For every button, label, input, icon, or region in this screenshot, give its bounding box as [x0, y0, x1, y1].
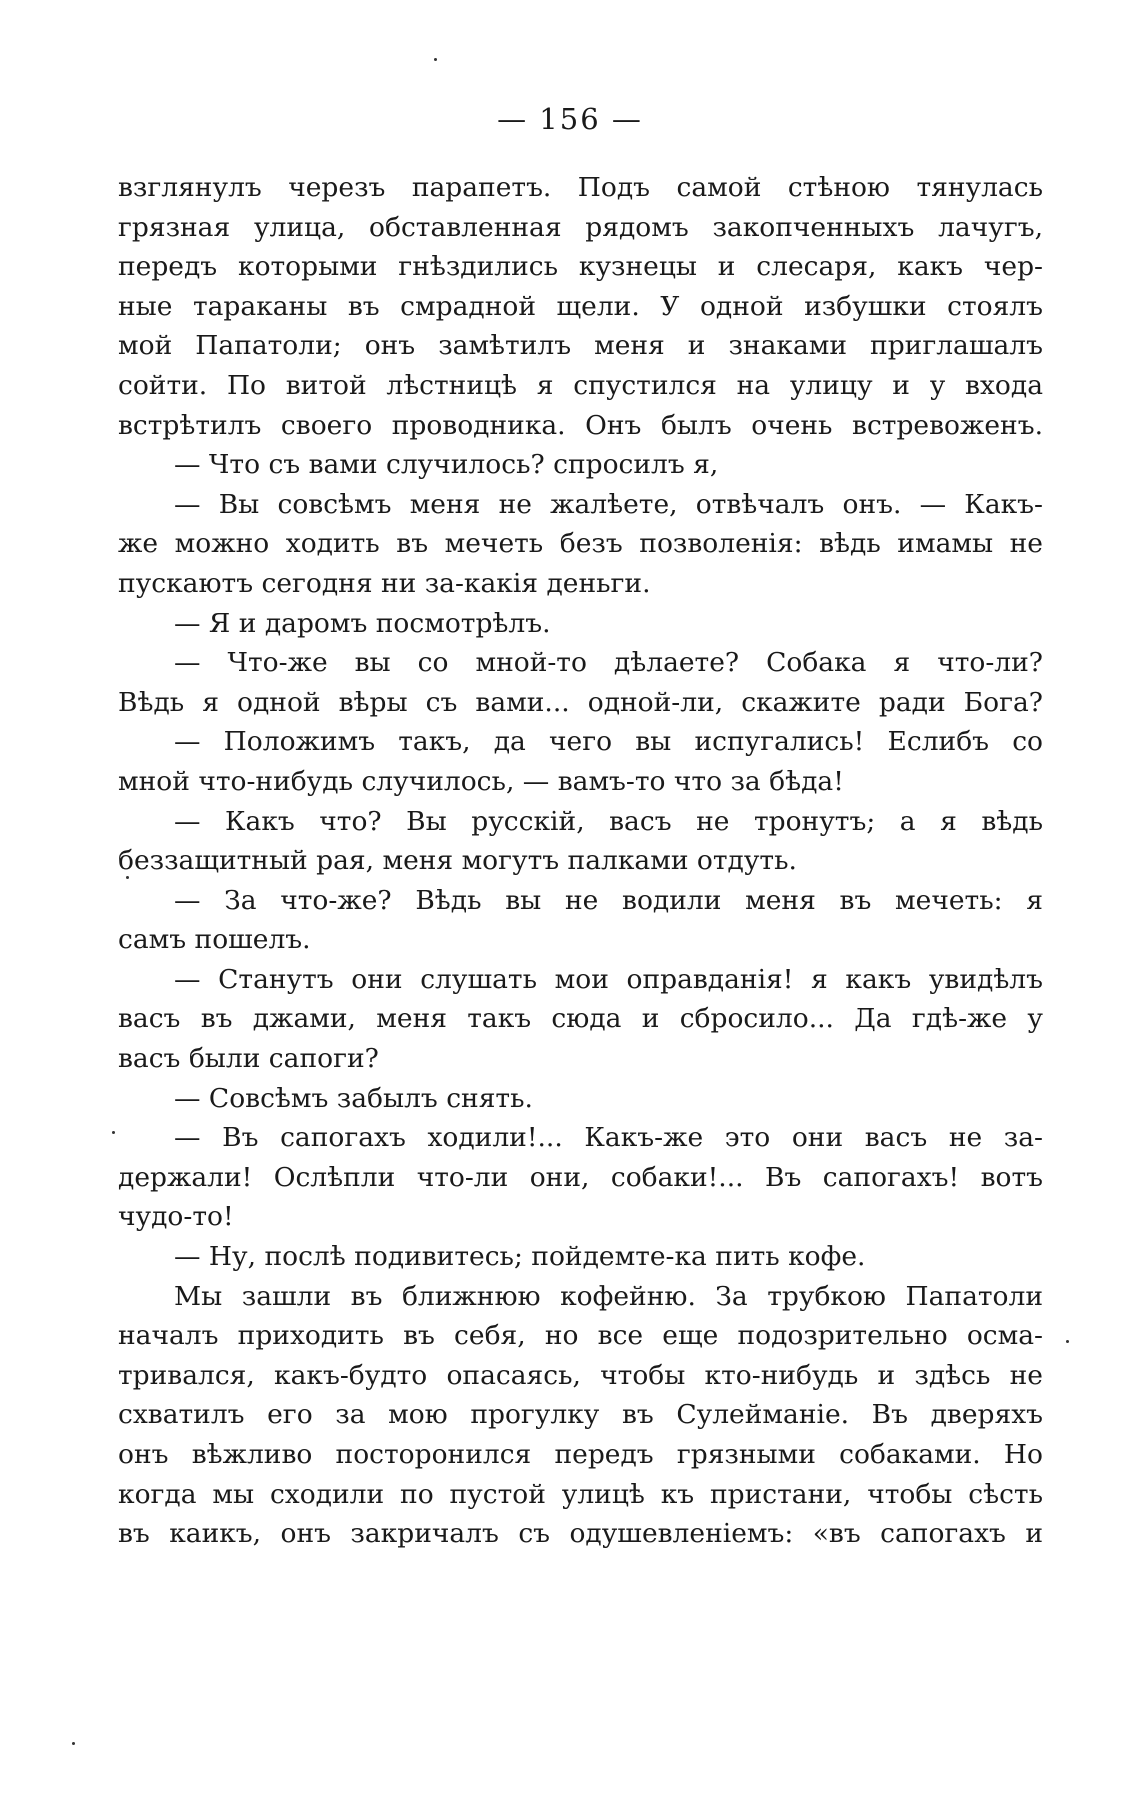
text-line: онъ вѣжливо посторонился передъ грязными собаками. Но [118, 1439, 1043, 1470]
text-line: — Ну, послѣ подивитесь; пойдемте-ка пить кофе. [174, 1241, 866, 1273]
text-line: пускаютъ сегодня ни за-какія деньги. [118, 567, 651, 599]
text-line: Вѣдь я одной вѣры съ вами... одной-ли, скажите ради Бога? [118, 686, 1043, 718]
text-line: въ каикъ, онъ закричалъ съ одушевленіемъ: «въ сапогахъ и [118, 1518, 1043, 1550]
text-line: — Вы совсѣмъ меня не жалѣете, отвѣчалъ онъ. — Какъ- [174, 488, 1043, 520]
text-line: — Я и даромъ посмотрѣлъ. [174, 607, 551, 639]
text-line: Мы зашли въ ближнюю кофейню. За трубкою Папатоли [174, 1280, 1043, 1312]
page-number: — 156 — [497, 102, 643, 136]
text-line: когда мы сходили по пустой улицѣ къ пристани, чтобы сѣсть [118, 1478, 1043, 1510]
text-line: грязная улица, обставленная рядомъ закопченныхъ лачугъ, [118, 211, 1043, 243]
text-line: сойти. По витой лѣстницѣ я спустился на улицу и у входа [118, 369, 1043, 401]
text-line: держали! Ослѣпли что-ли они, собаки!... Въ сапогахъ! вотъ [118, 1161, 1043, 1193]
text-line: — Какъ что? Вы русскій, васъ не тронутъ; а я вѣдь [174, 805, 1043, 837]
text-line: — Положимъ такъ, да чего вы испугались! Еслибъ со [174, 726, 1043, 758]
text-line: — Совсѣмъ забылъ снять. [174, 1082, 533, 1114]
text-line: схватилъ его за мою прогулку въ Сулейманіе. Въ дверяхъ [118, 1399, 1043, 1431]
text-line: чудо-то! [118, 1201, 234, 1233]
text-line: — Станутъ они слушать мои оправданія! я какъ увидѣлъ [174, 963, 1043, 995]
body-text [118, 168, 1043, 1554]
print-speck [72, 1742, 75, 1745]
text-line: мой Папатоли; онъ замѣтилъ меня и знаками приглашалъ [118, 330, 1043, 362]
text-line: васъ въ джами, меня такъ сюда и сбросило... Да гдѣ-же у [118, 1003, 1043, 1035]
print-speck [112, 1131, 115, 1134]
text-line: васъ были сапоги? [118, 1043, 379, 1075]
text-line: — За что-же? Вѣдь вы не водили меня въ мечеть: я [174, 884, 1043, 916]
text-line: началъ приходить въ себя, но все еще подозрительно осма- [118, 1320, 1043, 1352]
text-line: же можно ходить въ мечеть безъ позволенія: вѣдь имамы не [118, 528, 1043, 560]
text-line: — Что-же вы со мной-то дѣлаете? Собака я что-ли? [174, 647, 1043, 679]
text-line: тривался, какъ-будто опасаясь, чтобы кто-нибудь и здѣсь не [118, 1359, 1043, 1391]
print-speck [434, 58, 437, 61]
print-speck [126, 876, 129, 879]
text-line: — Что съ вами случилось? спросилъ я, [174, 449, 719, 481]
print-speck [1066, 1340, 1069, 1343]
text-line: мной что-нибудь случилось, — вамъ-то что за бѣда! [118, 765, 844, 797]
text-line: беззащитный рая, меня могутъ палками отдуть. [118, 845, 797, 877]
text-line: встрѣтилъ своего проводника. Онъ былъ очень встревоженъ. [118, 409, 1043, 441]
text-line: самъ пошелъ. [118, 924, 311, 956]
text-line: взглянулъ черезъ парапетъ. Подъ самой стѣною тянулась [118, 172, 1043, 203]
text-line: ные тараканы въ смрадной щели. У одной избушки стоялъ [118, 290, 1043, 322]
text-line: передъ которыми гнѣздились кузнецы и слесаря, какъ чер- [118, 251, 1043, 283]
text-line: — Въ сапогахъ ходили!... Какъ-же это они васъ не за- [174, 1122, 1043, 1154]
